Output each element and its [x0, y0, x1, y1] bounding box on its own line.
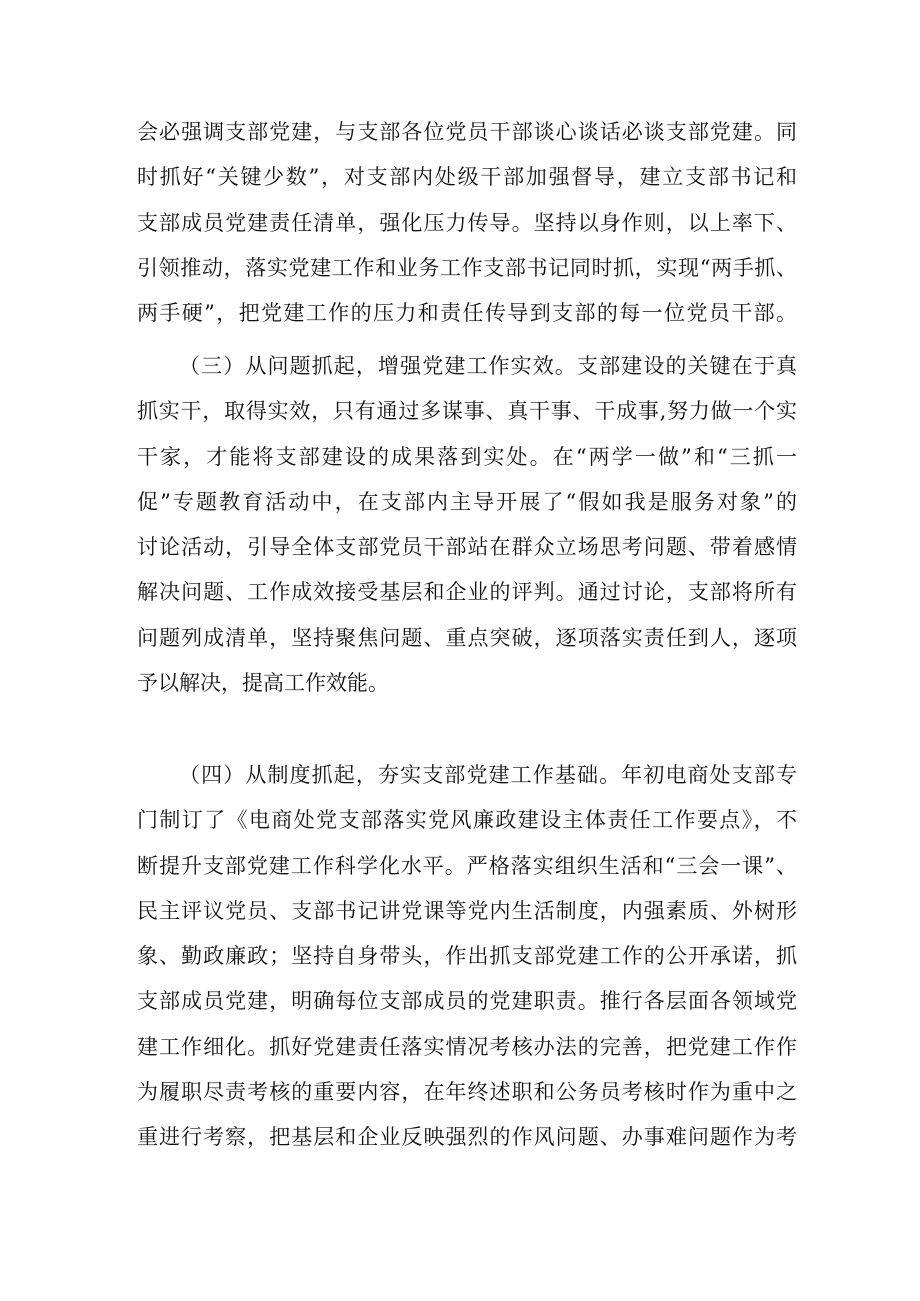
text-line: （四）从制度抓起，夯实支部党建工作基础。年初电商处支部专 [179, 763, 797, 787]
text-line: 问题列成清单，坚持聚焦问题、重点突破，逐项落实责任到人，逐项 [137, 625, 797, 650]
text-line: 干家，才能将支部建设的成果落到实处。在“两学一做”和“三抓一 [137, 444, 797, 469]
text-line: 重进行考察，把基层和企业反映强烈的作风问题、办事难问题作为考 [137, 1125, 797, 1150]
text-line: 促”专题教育活动中，在支部内主导开展了“假如我是服务对象”的 [137, 489, 797, 514]
text-line: 抓实干，取得实效，只有通过多谋事、真干事、干成事,努力做一个实 [137, 399, 797, 424]
text-line: 支部成员党建责任清单，强化压力传导。坚持以身作则，以上率下、 [137, 210, 797, 235]
text-line: 民主评议党员、支部书记讲党课等党内生活制度，内强素质、外树形 [137, 898, 797, 923]
text-line: 断提升支部党建工作科学化水平。严格落实组织生活和“三会一课”、 [137, 853, 797, 878]
paragraph-continued [137, 110, 797, 336]
text-line: 时抓好“关键少数”，对支部内处级干部加强督导，建立支部书记和 [137, 165, 797, 190]
paragraph-four [137, 753, 797, 1161]
text-line: 建工作细化。抓好党建责任落实情况考核办法的完善，把党建工作作 [137, 1034, 797, 1059]
text-line: 予以解决，提高工作效能。 [137, 671, 389, 696]
text-line: 为履职尽责考核的重要内容，在年终述职和公务员考核时作为重中之 [137, 1080, 797, 1105]
text-line: （三）从问题抓起，增强党建工作实效。支部建设的关键在于真 [179, 354, 797, 378]
text-line: 两手硬”，把党建工作的压力和责任传导到支部的每一位党员干部。 [137, 301, 797, 326]
text-line: 门制订了《电商处党支部落实党风廉政建设主体责任工作要点》，不 [137, 808, 797, 833]
text-line: 解决问题、工作成效接受基层和企业的评判。通过讨论，支部将所有 [137, 580, 797, 605]
text-line: 会必强调支部党建，与支部各位党员干部谈心谈话必谈支部党建。同 [137, 120, 797, 144]
text-line: 引领推动，落实党建工作和业务工作支部书记同时抓，实现“两手抓、 [137, 255, 797, 280]
text-line: 讨论活动，引导全体支部党员干部站在群众立场思考问题、带着感情 [137, 535, 797, 560]
text-line: 象、勤政廉政；坚持自身带头，作出抓支部党建工作的公开承诺，抓 [137, 944, 797, 969]
paragraph-three [137, 344, 797, 706]
text-line: 支部成员党建，明确每位支部成员的党建职责。推行各层面各领域党 [137, 989, 797, 1014]
